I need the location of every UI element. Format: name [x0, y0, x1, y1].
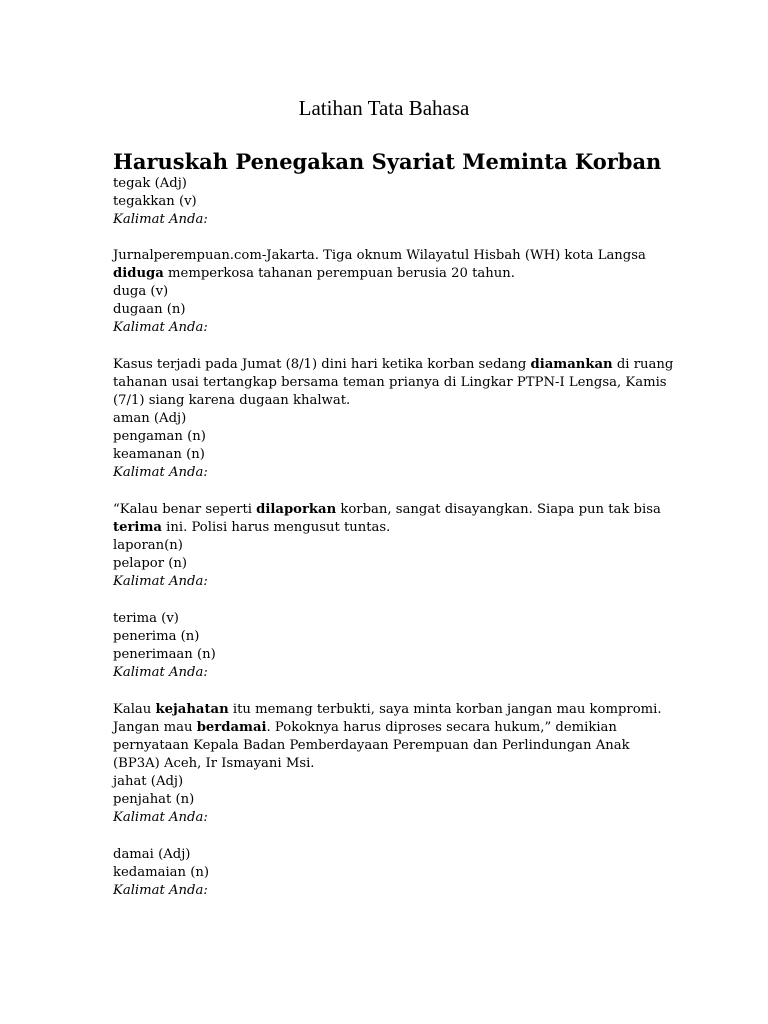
- text-segment: pernyataan Kepala Badan Pemberdayaan Perempuan dan Perlindungan Anak: [113, 738, 630, 753]
- text-segment: Kalimat Anda:: [113, 574, 208, 589]
- text-line: [113, 646, 216, 664]
- text-line: [113, 356, 673, 374]
- article-heading: Haruskah Penegakan Syariat Meminta Korban: [113, 149, 662, 174]
- text-line: [113, 519, 390, 537]
- text-segment: dugaan (n): [113, 302, 186, 317]
- text-segment: tegak (Adj): [113, 176, 187, 191]
- text-line: [113, 610, 179, 628]
- text-segment: duga (v): [113, 284, 169, 299]
- sentence-prompt-label: [113, 211, 208, 229]
- text-segment: jahat (Adj): [113, 774, 184, 789]
- text-segment: terima (v): [113, 611, 179, 626]
- text-segment: di ruang: [612, 357, 674, 372]
- sentence-prompt-label: [113, 809, 208, 827]
- text-line: [113, 283, 168, 301]
- text-segment: (7/1) siang karena dugaan khalwat.: [113, 393, 351, 408]
- text-line: [113, 410, 186, 428]
- text-line: [113, 555, 187, 573]
- text-line: [113, 247, 646, 265]
- text-segment: (BP3A) Aceh, Ir Ismayani Msi.: [113, 756, 315, 771]
- highlighted-word: kejahatan: [155, 702, 229, 717]
- text-segment: ini. Polisi harus mengusut tuntas.: [161, 520, 391, 535]
- highlighted-word: dilaporkan: [256, 502, 337, 517]
- text-segment: itu memang terbukti, saya minta korban jangan mau kompromi.: [228, 702, 662, 717]
- text-line: [113, 501, 661, 519]
- text-segment: tahanan usai tertangkap bersama teman prianya di Lingkar PTPN-I Lengsa, Kamis: [113, 375, 667, 390]
- text-line: [113, 864, 209, 882]
- text-segment: korban, sangat disayangkan. Siapa pun tak bisa: [336, 502, 661, 517]
- text-line: [113, 374, 667, 392]
- text-segment: keamanan (n): [113, 447, 205, 462]
- highlighted-word: terima: [113, 520, 162, 535]
- text-line: [113, 537, 183, 555]
- highlighted-word: diduga: [113, 266, 164, 281]
- text-line: [113, 846, 190, 864]
- text-segment: kedamaian (n): [113, 865, 210, 880]
- text-line: [113, 301, 186, 319]
- text-line: [113, 175, 187, 193]
- text-segment: pelapor (n): [113, 556, 187, 571]
- highlighted-word: diamankan: [530, 357, 613, 372]
- text-line: [113, 628, 199, 646]
- text-segment: Jurnalperempuan.com-Jakarta. Tiga oknum Wilayatul Hisbah (WH) kota Langsa: [113, 248, 646, 263]
- sentence-prompt-label: [113, 464, 208, 482]
- text-segment: Kalimat Anda:: [113, 320, 208, 335]
- text-segment: Kasus terjadi pada Jumat (8/1) dini hari ketika korban sedang: [113, 357, 531, 372]
- text-line: [113, 193, 197, 211]
- text-segment: penerimaan (n): [113, 647, 216, 662]
- text-line: [113, 701, 662, 719]
- highlighted-word: berdamai: [196, 720, 267, 735]
- sentence-prompt-label: [113, 882, 208, 900]
- sentence-prompt-label: [113, 573, 208, 591]
- text-segment: laporan(n): [113, 538, 183, 553]
- text-line: [113, 791, 194, 809]
- text-segment: Kalimat Anda:: [113, 883, 208, 898]
- text-segment: pengaman (n): [113, 429, 206, 444]
- document-title: Latihan Tata Bahasa: [298, 96, 470, 120]
- sentence-prompt-label: [113, 664, 208, 682]
- sentence-prompt-label: [113, 319, 208, 337]
- text-line: [113, 737, 630, 755]
- text-line: [113, 773, 183, 791]
- text-line: [113, 428, 206, 446]
- text-segment: Kalimat Anda:: [113, 810, 208, 825]
- text-segment: penerima (n): [113, 629, 200, 644]
- text-line: [113, 755, 315, 773]
- text-segment: Kalau: [113, 702, 156, 717]
- text-line: [113, 446, 205, 464]
- text-segment: tegakkan (v): [113, 194, 197, 209]
- text-line: [113, 265, 515, 283]
- text-segment: Jangan mau: [113, 720, 197, 735]
- text-segment: aman (Adj): [113, 411, 187, 426]
- text-segment: Kalimat Anda:: [113, 465, 208, 480]
- text-line: [113, 719, 617, 737]
- text-segment: penjahat (n): [113, 792, 195, 807]
- text-line: [113, 392, 350, 410]
- text-segment: damai (Adj): [113, 847, 191, 862]
- text-segment: . Pokoknya harus diproses secara hukum,” demikian: [266, 720, 617, 735]
- text-segment: “Kalau benar seperti: [113, 502, 257, 517]
- text-segment: memperkosa tahanan perempuan berusia 20 tahun.: [163, 266, 515, 281]
- text-segment: Kalimat Anda:: [113, 665, 208, 680]
- text-segment: Kalimat Anda:: [113, 212, 208, 227]
